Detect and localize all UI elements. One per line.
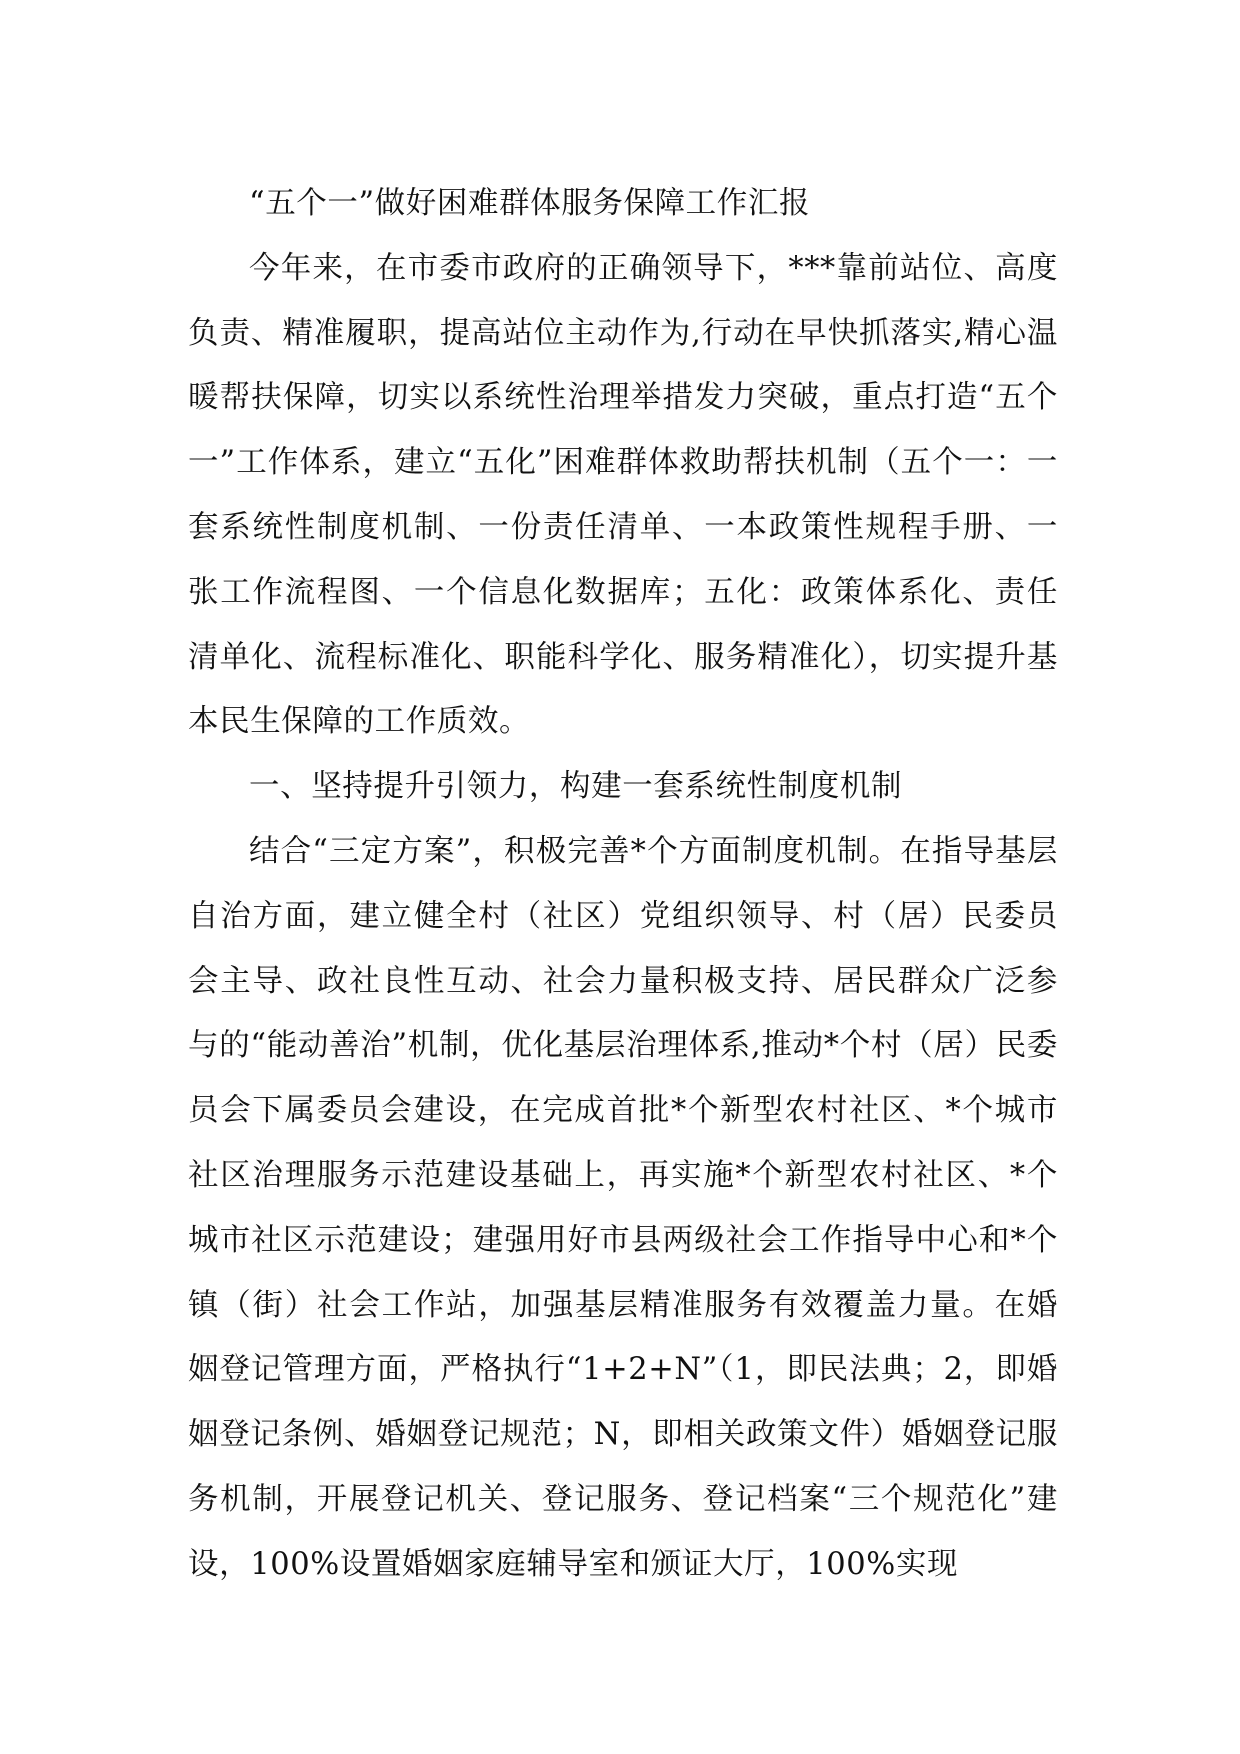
document-body [188,172,1058,1598]
paragraph-section-1: 结合“三定方案”，积极完善*个方面制度机制。在指导基层自治方面，建立健全村（社区）党组织领导、村（居）民委员会主导、政社良性互动、社会力量积极支持、居民群众广泛参与的“能动善治”机制，优化基层治理体系,推动*个村（居）民委员会下属委员会建设，在完成首批*个新型农村社区、*个城市社区治理服务示范建设基础上，再实施*个新型农村社区、*个城市社区示范建设；建强用好市县两级社会工作指导中心和*个镇（街）社会工作站，加强基层精准服务有效覆盖力量。在婚姻登记管理方面，严格执行“1+2+N”（1，即民法典；2，即婚姻登记条例、婚姻登记规范；N，即相关政策文件）婚姻登记服务机制，开展登记机关、登记服务、登记档案“三个规范化”建设，100%设置婚姻家庭辅导室和颁证大厅，100%实现 [188,833,1058,1582]
section-heading-1: 一、坚持提升引领力，构建一套系统性制度机制 [249,769,903,805]
paragraph-intro: 今年来，在市委市政府的正确领导下，***靠前站位、高度负责、精准履职，提高站位主动作为,行动在早快抓落实,精心温暖帮扶保障，切实以系统性治理举措发力突破，重点打造“五个一”工作体系，建立“五化”困难群体救助帮扶机制（五个一：一套系统性制度机制、一份责任清单、一本政策性规程手册、一张工作流程图、一个信息化数据库；五化：政策体系化、责任清单化、流程标准化、职能科学化、服务精准化），切实提升基本民生保障的工作质效。 [188,250,1058,740]
document-title: “五个一”做好困难群体服务保障工作汇报 [249,186,811,221]
